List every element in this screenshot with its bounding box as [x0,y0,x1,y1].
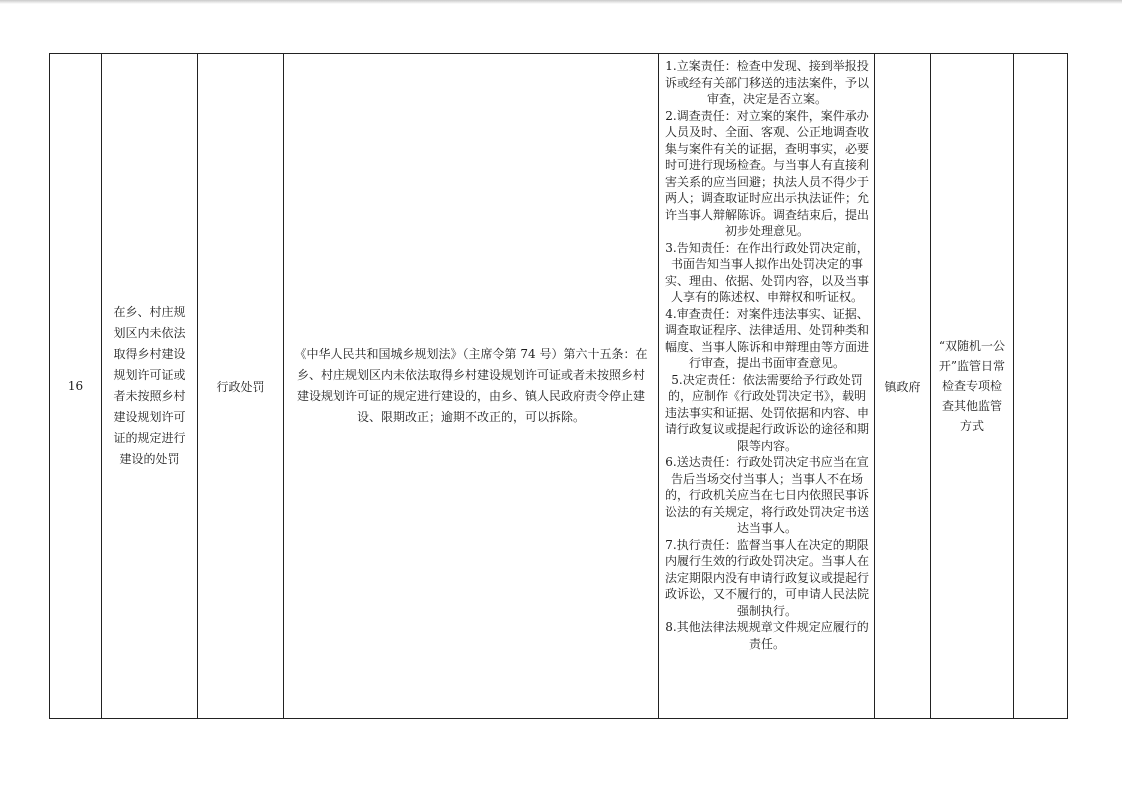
responsibility-item-other: 8.其他法律法规规章文件规定应履行的责任。 [665,620,869,651]
table-row [50,54,1068,719]
legal-basis-cell: 《中华人民共和国城乡规划法》（主席令第 74 号）第六十五条：在乡、村庄规划区内未依法取得乡村建设规划许可证或者未按照乡村建设规划许可证的规定进行建设的，由乡、镇人民政府责令停止建设、限期改正；逾期不改正的，可以拆除。 [284,54,659,719]
responsibility-item-enforcement: 7.执行责任：监督当事人在决定的期限内履行生效的行政处罚决定。当事人在法定期限内没有申请行政复议或提起行政诉讼，又不履行的，可申请人民法院强制执行。 [664,537,869,618]
responsibility-item-filing: 1.立案责任：检查中发现、接到举报投诉或经有关部门移送的违法案件，予以审查，决定是否立案。 [664,59,869,106]
item-number-cell: 16 [50,54,102,719]
implementing-body-cell: 镇政府 [875,54,931,719]
responsibility-item-decision: 5.决定责任：依法需要给予行政处罚的，应制作《行政处罚决定书》，载明违法事实和证据、处罚依据和内容、申请行政复议或提起行政诉讼的途径和期限等内容。 [664,372,869,453]
power-type-cell: 行政处罚 [198,54,284,719]
supervision-method-cell: “双随机一公开”监管日常检查专项检查其他监管方式 [931,54,1014,719]
responsibility-item-investigation: 2.调查责任：对立案的案件，案件承办人员及时、全面、客观、公正地调查收集与案件有关的证据，查明事实，必要时可进行现场检查。与当事人有直接利害关系的应当回避；执法人员不得少于两人；调查取证时应出示执法证件；允许当事人辩解陈诉。调查结束后，提出初步处理意见。 [664,108,869,238]
responsibility-item-notification: 3.告知责任：在作出行政处罚决定前，书面告知当事人拟作出处罚决定的事实、理由、依据、处罚内容，以及当事人享有的陈述权、申辩权和听证权。 [664,240,869,304]
item-name-cell: 在乡、村庄规划区内未依法取得乡村建设规划许可证或者未按照乡村建设规划许可证的规定进行建设的处罚 [102,54,198,719]
scan-top-edge [0,0,1122,4]
responsibility-item-review: 4.审查责任：对案件违法事实、证据、调查取证程序、法律适用、处罚种类和幅度、当事人陈诉和申辩理由等方面进行审查，提出书面审查意见。 [664,306,869,370]
responsibility-item-delivery: 6.送达责任：行政处罚决定书应当在宣告后当场交付当事人；当事人不在场的，行政机关应当在七日内依照民事诉讼法的有关规定，将行政处罚决定书送达当事人。 [664,455,869,535]
responsibility-cell [659,54,875,719]
remarks-cell [1014,54,1068,719]
power-list-table [49,53,1068,719]
